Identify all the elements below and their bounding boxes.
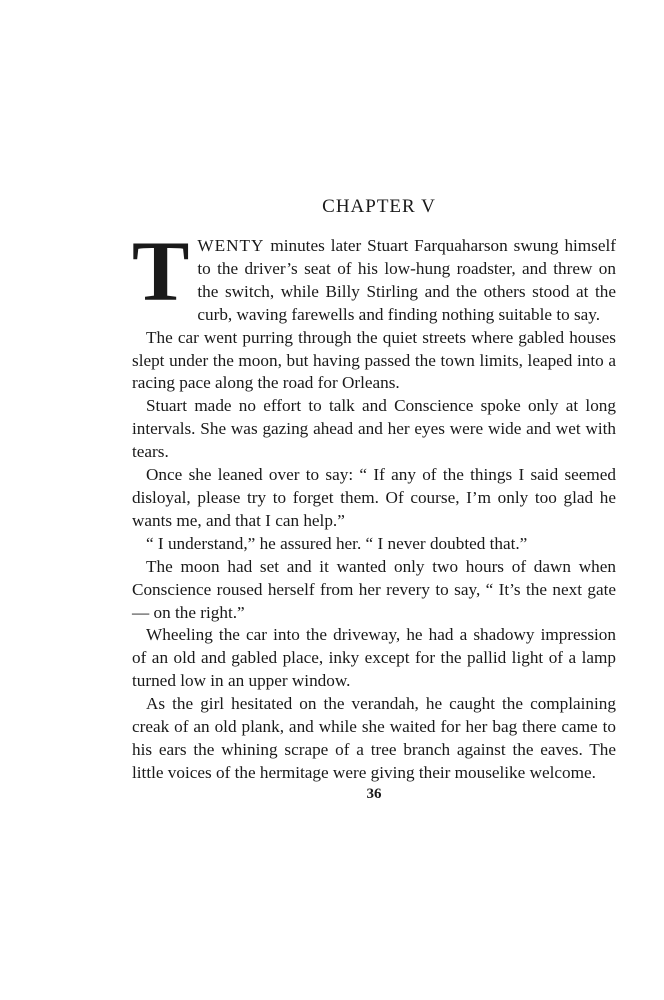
paragraph-1 <box>132 223 616 327</box>
paragraph-4: Once she leaned over to say: “ If any of the things I said seemed disloyal, please try to forget them. Of course, I’m only too glad he wants me, and that I can help.” <box>132 465 616 530</box>
paragraph-3: Stuart made no effort to talk and Conscience spoke only at long intervals. She was gazing ahead and her eyes were wide and wet with tears. <box>132 396 616 462</box>
chapter-heading: CHAPTER V <box>322 196 436 217</box>
paragraph-8: As the girl hesitated on the verandah, he caught the complaining creak of an old plank, and while she waited for her bag there came to his ears the whining scrape of a tree branch against the eaves. The little voices of the hermitage were giving their mouselike welcome. <box>132 694 616 782</box>
page-number: 36 <box>366 785 382 802</box>
book-page <box>132 196 616 802</box>
paragraph-7: Wheeling the car into the driveway, he had a shadowy impression of an old and gabled place, inky except for the pallid light of a lamp turned low in an upper window. <box>132 625 616 691</box>
paragraph-6: The moon had set and it wanted only two hours of dawn when Conscience roused herself from her revery to say, “ It’s the next gate — on the right.” <box>132 556 616 622</box>
drop-cap: T <box>132 223 190 319</box>
paragraph-5: “ I understand,” he assured her. “ I never doubted that.” <box>146 533 528 553</box>
chapter-text <box>132 223 616 785</box>
paragraph-1-text: minutes later Stuart Farquaharson swung himself to the driver’s seat of his low-hung roadster, and threw on the switch, while Billy Stirling and the others stood at the curb, waving farewells and finding nothing suitable to say. <box>197 236 616 324</box>
opening-word: WENTY <box>197 236 265 255</box>
paragraph-2: The car went purring through the quiet streets where gabled houses slept under the moon, but having passed the town limits, leaped into a racing pace along the road for Orleans. <box>132 327 616 393</box>
